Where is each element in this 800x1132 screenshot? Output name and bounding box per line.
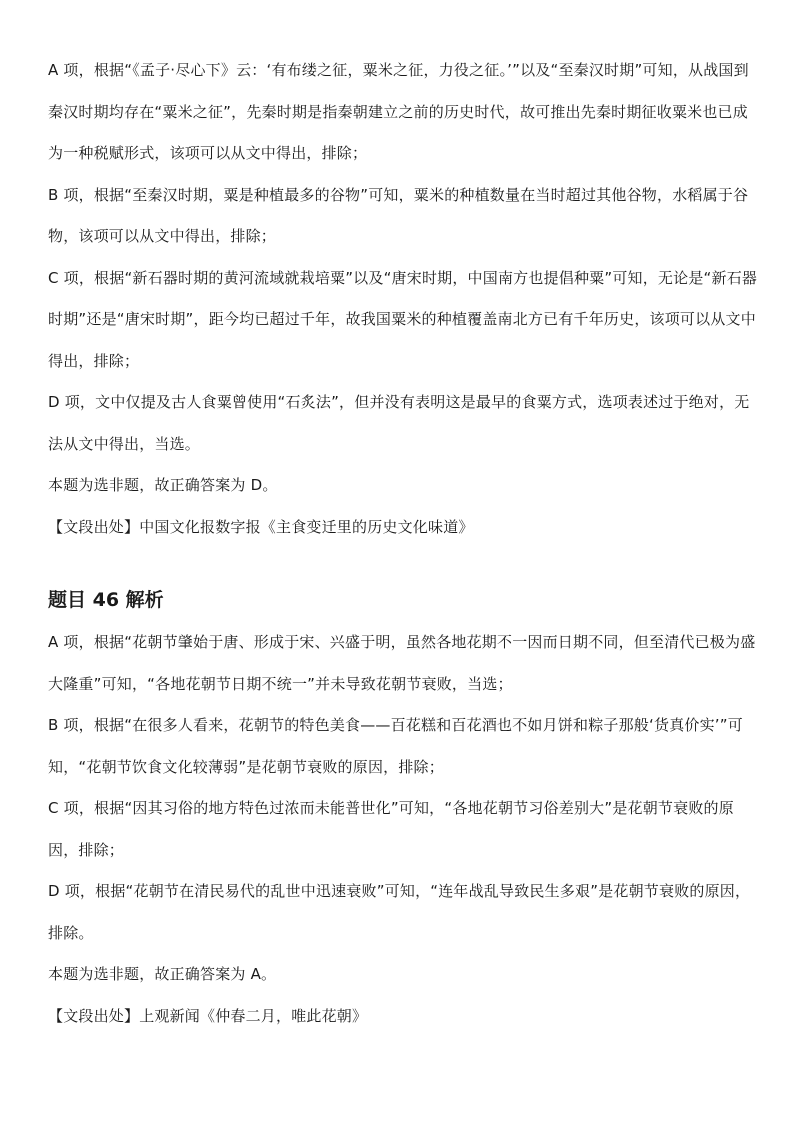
analysis-section-46 <box>48 586 760 1037</box>
option-d-analysis: D 项，根据“花朝节在清民易代的乱世中迅速衰败”可知，“连年战乱导致民生多艰”是花朝节衰败的原因，排除。 <box>48 882 751 942</box>
option-a-analysis: A 项，根据“花朝节肇始于唐、形成于宋、兴盛于明，虽然各地花期不一因而日期不同，但至清代已极为盛大隆重”可知，“各地花朝节日期不统一”并未导致花朝节衰败，当选； <box>48 633 756 693</box>
option-d-analysis: D 项，文中仅提及古人食粟曾使用“石炙法”，但并没有表明这是最早的食粟方式，选项表述过于绝对，无法从文中得出，当选。 <box>48 393 750 453</box>
section-heading: 题目 46 解析 <box>48 589 164 611</box>
option-a-analysis: A 项，根据“《孟子·尽心下》云：‘有布缕之征，粟米之征，力役之征。’”以及“至秦汉时期”可知，从战国到秦汉时期均存在“粟米之征”，先秦时期是指秦朝建立之前的历史时代，故可推出先秦时期征收粟米也已成为一种税赋形式，该项可以从文中得出，排除； <box>48 61 749 162</box>
document-page <box>48 0 760 1037</box>
option-b-analysis: B 项，根据“在很多人看来，花朝节的特色美食——百花糕和百花酒也不如月饼和粽子那般‘货真价实’”可知，“花朝节饮食文化较薄弱”是花朝节衰败的原因，排除； <box>48 716 743 776</box>
source-line: 【文段出处】上观新闻《仲春二月，唯此花朝》 <box>48 1006 368 1025</box>
option-c-analysis: C 项，根据“因其习俗的地方特色过浓而未能普世化”可知，“各地花朝节习俗差别大”是花朝节衰败的原因，排除； <box>48 799 734 859</box>
answer-line: 本题为选非题，故正确答案为 A。 <box>48 965 277 983</box>
analysis-section-prev <box>48 50 760 548</box>
answer-line: 本题为选非题，故正确答案为 D。 <box>48 476 278 494</box>
option-b-analysis: B 项，根据“至秦汉时期，粟是种植最多的谷物”可知，粟米的种植数量在当时超过其他谷物，水稻属于谷物，该项可以从文中得出，排除； <box>48 185 749 245</box>
source-line: 【文段出处】中国文化报数字报《主食变迁里的历史文化味道》 <box>48 517 474 536</box>
option-c-analysis: C 项，根据“新石器时期的黄河流域就栽培粟”以及“唐宋时期，中国南方也提倡种粟”可知，无论是“新石器时期”还是“唐宋时期”，距今均已超过千年，故我国粟米的种植覆盖南北方已有千年历史，该项可以从文中得出，排除； <box>48 268 758 370</box>
